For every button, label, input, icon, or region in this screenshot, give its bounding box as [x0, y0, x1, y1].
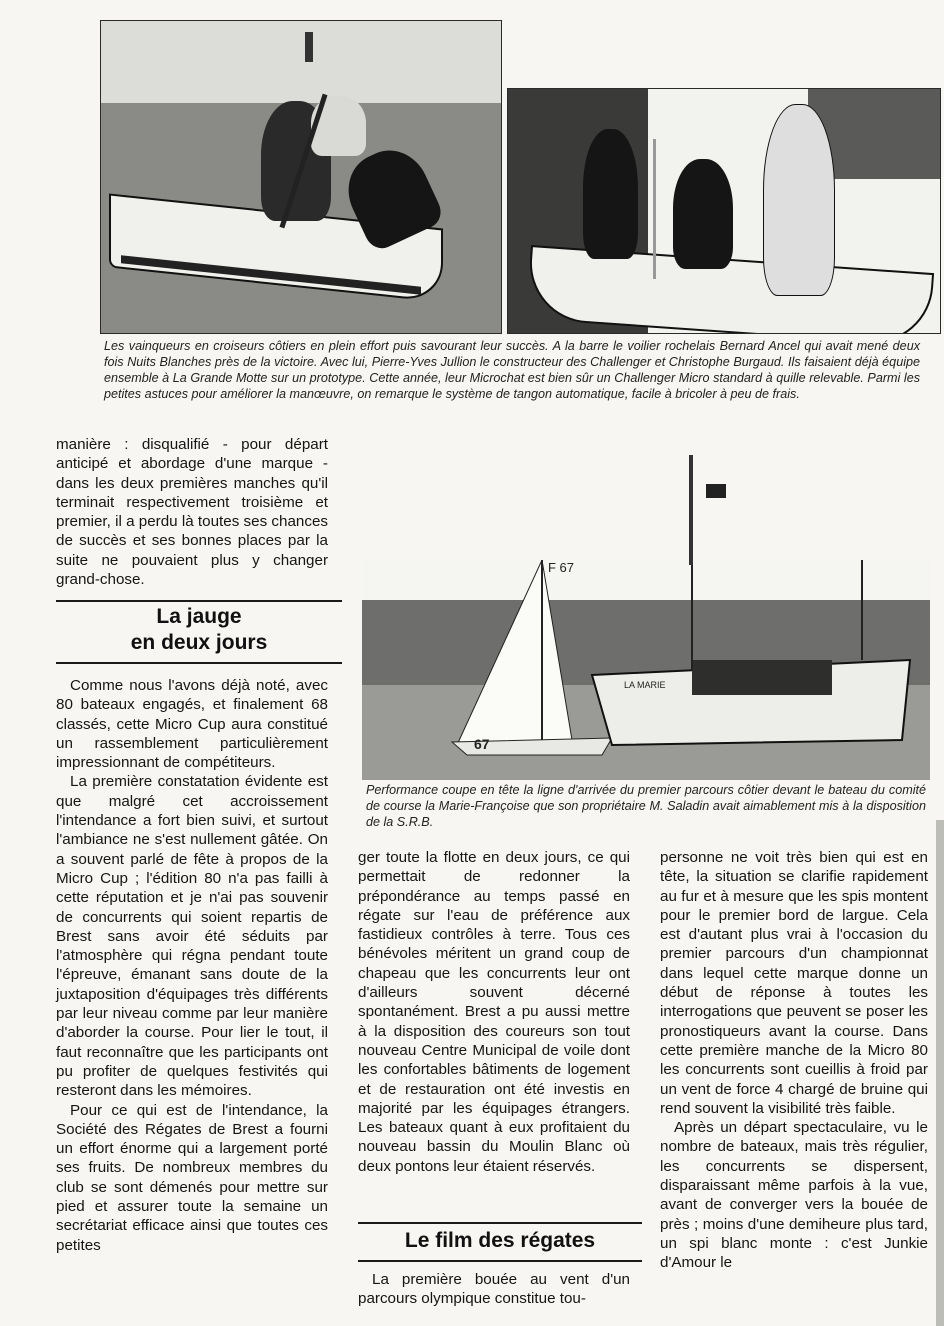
sail-number: F 67 — [548, 560, 575, 575]
article-paragraph: Comme nous l'avons déjà noté, avec 80 bateaux engagés, et finalement 68 classés, cette Micro Cup aura constitué un rassemblement particulièrement impressionnant de compétiteurs. — [56, 677, 328, 772]
flag-icon — [706, 484, 726, 498]
heading-line: en deux jours — [130, 631, 268, 654]
heading-line: La jauge — [156, 605, 242, 628]
photo-caption-top: Les vainqueurs en croiseurs côtiers en plein effort puis savourant leur succès. A la barre le voilier rochelais Bernard Ancel qui avait mené deux fois Nuits Blanches près de la victoire. Avec lui, Pierre-Yves Jullion le constructeur des Challenger et Christophe Burgaud. Ils faisaient déjà équipe ensemble à La Grande Motte sur un prototype. Cette année, leur Microchat est bien sûr un Challenger Micro standard à quille relevable. Parmi les petites astuces pour améliorer la manœuvre, on remarque le système de tangon automatique, facile à bricoler à peu de frais. — [104, 339, 920, 401]
photo-finish-line — [362, 560, 930, 780]
section-heading-film: Le film des régates — [404, 1229, 596, 1252]
column-middle-body — [358, 848, 630, 1176]
hull-number: 67 — [474, 736, 490, 752]
column-left-body — [56, 676, 328, 1255]
page-edge-shadow — [936, 820, 944, 1326]
section-heading-jauge — [56, 604, 342, 656]
column-middle-continued — [358, 1270, 630, 1309]
section-rule — [56, 662, 342, 664]
article-paragraph: ger toute la flotte en deux jours, ce qui permettait de redonner la prépondérance au temps passé en régate sur l'eau de préférence aux fastidieux contrôles à terre. Tous ces bénévoles méritent un grand coup de chapeau que les concurrents leur ont d'ailleurs souvent décerné spontanément. Brest a pu aussi mettre à la disposition des coureurs son tout nouveau Centre Municipal de voile dont les confortables bâtiments de logement et de restauration ont été investis en majorité par les équipages étrangers. Les bateaux quant à eux profitaient du nouveau bassin du Moulin Blanc où deux pontons leur étaient réservés. — [358, 849, 630, 1175]
article-paragraph: La première constatation évidente est que malgré cet accroissement l'intendance a fort bien suivi, et surtout l'ambiance ne s'est nullement gâtée. On a souvent parlé de fête à propos de la Micro Cup ; l'édition 80 n'a pas failli à cette réputation et je n'ai pas souvenir de concurrents qui soient repartis de Brest sans avoir été séduits par l'atmosphère qui régna pendant toute l'épreuve, émanant sans doute de la juxtaposition d'équipages très différents par leur niveau comme par leur manière d'aborder la course. Pour lier le tout, il faut reconnaître que les participants ont pu profiter de quelques festivités qui resteront dans les mémoires. — [56, 773, 328, 1100]
article-paragraph: personne ne voit très bien qui est en tête, la situation se clarifie rapidement au fur et à mesure que les spis montent pour le premier bord de largue. Cela est d'autant plus vrai à l'occasion du premier parcours d'un championnat dans lequel cette marque donne un début de réponse à toutes les interrogations que peuvent se poser les pronostiqueurs avant la course. Dans cette première manche de la Micro 80 les concurrents sont cueillis à froid par un vent de force 4 chargé de bruine qui rend souvent la visibilité très faible. — [660, 849, 928, 1117]
column-right-body — [660, 848, 928, 1273]
column-left-intro — [56, 435, 328, 589]
section-rule — [56, 600, 342, 602]
article-paragraph: Après un départ spectaculaire, vu le nombre de bateaux, mais très régulier, les concurrents se dispersent, disparaissant même parfois à la vue, avant de converger vers la bouée de près ; moins d'une demiheure plus tard, un spi blanc monte : c'est Junkie d'Amour le — [660, 1119, 928, 1272]
article-paragraph: Pour ce qui est de l'intendance, la Société des Régates de Brest a fourni un effort énorme qui a largement porté ses fruits. De nombreux membres du club se sont démenés pour mettre sur pied et assurer toute la semaine un secrétariat efficace ainsi que toutes ces petites — [56, 1101, 328, 1254]
sailboat-illustration — [362, 560, 930, 780]
article-paragraph: manière : disqualifié - pour départ anticipé et abordage d'une marque - dans les deux premières manches qu'il terminait respectivement troisième et premier, il a perdu là toutes ses chances de succès et ses bonnes places par la suite ne pouvaient plus y changer grand-chose. — [56, 436, 328, 589]
section-rule — [358, 1260, 642, 1262]
photo-crew-sailing — [100, 20, 502, 334]
page-corner-mark — [305, 32, 313, 62]
article-paragraph: La première bouée au vent d'un parcours olympique constitue tou- — [358, 1271, 630, 1308]
boat-name: LA MARIE — [624, 680, 666, 690]
photo-winning-crew — [507, 88, 941, 334]
mast-top — [689, 455, 693, 565]
section-rule — [358, 1222, 642, 1224]
photo-caption-middle: Performance coupe en tête la ligne d'arrivée du premier parcours côtier devant le bateau du comité de course la Marie-Françoise que son propriétaire M. Saladin avait aimablement mis à la disposition de la S.R.B. — [366, 783, 926, 829]
